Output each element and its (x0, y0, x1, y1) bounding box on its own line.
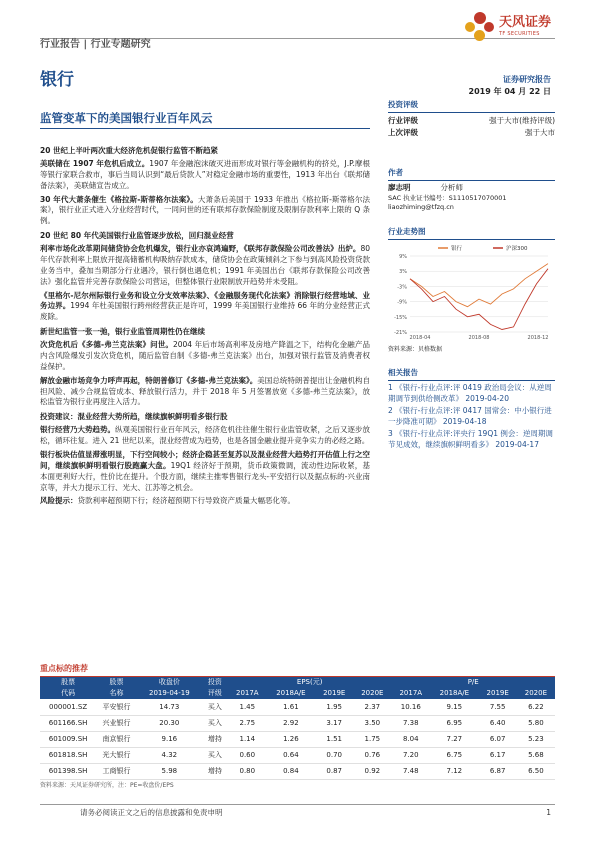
table-cell: 5.80 (517, 715, 555, 731)
table-cell: 6.40 (479, 715, 517, 731)
section-heading: 20 世纪 80 年代美国银行业监管逐步放松，回归混业经营 (40, 231, 234, 241)
body-paragraph (40, 244, 370, 288)
table-cell: 601398.SH (40, 763, 96, 779)
x-tick-label: 2018-04 (409, 334, 431, 341)
table-cell: 601818.SH (40, 747, 96, 763)
doc-type: 行业报告 | 行业专题研究 (40, 39, 151, 50)
footer-rule (40, 804, 555, 805)
body-paragraph (40, 291, 370, 324)
table-cell: 20.30 (137, 715, 202, 731)
section-heading: 20 世纪上半叶两次重大经济危机促银行监管不断趋紧 (40, 146, 219, 155)
table-cell: 买入 (202, 747, 228, 763)
author-role: 分析师 (440, 183, 463, 192)
table-cell: 增持 (202, 731, 228, 747)
title-rule (40, 128, 370, 129)
table-cell: 0.84 (267, 763, 316, 779)
table-cell: 10.16 (391, 699, 430, 715)
report-date: 2019 年 04 月 22 日 (468, 87, 551, 96)
table-cell: 7.12 (430, 763, 479, 779)
table-note: 资料来源：天风证券研究所，注：PE=收盘价/EPS (40, 782, 174, 789)
table-cell: 7.20 (391, 747, 430, 763)
table-cell: 1.61 (267, 699, 316, 715)
table-cell: 1.95 (315, 699, 353, 715)
trend-chart (388, 242, 555, 342)
sidebar (388, 100, 555, 451)
table-cell: 6.95 (430, 715, 479, 731)
x-tick-label: 2018-12 (527, 334, 549, 341)
paragraph-lead: 30 年代大萧条催生《格拉斯-斯蒂格尔法案》。 (40, 194, 198, 204)
paragraph-text: 1907 年金融泡沫破灭进而形成对银行等金融机构的挤兑，J.P.摩根等银行家联合救市，事后当局认识到“最后贷款人”对稳定金融市场的重要性，1913 年出台《联邦储备法案》，美联储宣告成立。 (40, 158, 370, 190)
paragraph-text: 80 年代存款利率上限放开提高储蓄机构吸纳存款成本，储贷协会在政策倾斜之下参与到高风险投资贷款业务当中，叠加当期部分行业遇冷，银行倒也遇危机；1991 年美国出台《联邦存款保险公司改善法》强化监管并完善存款保险公司营运，但整体银行业限制放开趋势并未受阻。 (40, 244, 370, 286)
trend-heading: 行业走势图 (388, 227, 555, 240)
body-paragraph (40, 340, 370, 373)
table-cell: 4.32 (137, 747, 202, 763)
sector-title: 银行 (40, 70, 74, 90)
table-cell: 7.55 (479, 699, 517, 715)
table-cell: 7.48 (391, 763, 430, 779)
table-cell: 9.16 (137, 731, 202, 747)
table-cell: 买入 (202, 699, 228, 715)
table-group-row (40, 677, 555, 688)
x-tick-label: 2018-08 (468, 334, 490, 341)
paragraph-lead: 《里格尔-尼尔州际银行业务和设立分支效率法案》、《金融服务现代化法案》消除银行经营地域、业务边界。 (40, 290, 370, 311)
table-cell: 2.37 (353, 699, 391, 715)
table-cell: 1.45 (228, 699, 267, 715)
legend-label-1: 沪深300 (506, 245, 528, 252)
table-cell: 2.92 (267, 715, 316, 731)
table-cell: 增持 (202, 763, 228, 779)
table-cell: 工商银行 (96, 763, 137, 779)
table-cell: 0.70 (315, 747, 353, 763)
legend-label-0: 银行 (451, 245, 463, 252)
rating-value: 强于大市 (525, 127, 555, 137)
paragraph-lead: 美联储在 1907 年危机后成立。 (40, 158, 150, 168)
trend-source: 资料来源：贝格数据 (388, 345, 443, 353)
table-cell: 2.75 (228, 715, 267, 731)
rating-key: 上次评级 (388, 127, 418, 137)
y-tick-label: -21% (394, 329, 407, 336)
body-paragraph (40, 496, 370, 507)
table-cell: 1.75 (353, 731, 391, 747)
table-column-header: 2019E (479, 688, 517, 699)
table-cell: 601166.SH (40, 715, 96, 731)
rating-value: 强于大市(维持评级) (489, 115, 555, 125)
table-cell: 5.23 (517, 731, 555, 747)
paragraph-lead: 银行经营乃大势趋势。 (40, 425, 115, 435)
ratings (388, 115, 555, 138)
section-heading: 投资建议：混业经营大势所趋，继续旗帜鲜明看多银行股 (40, 412, 228, 422)
table-column-header: 2017A (228, 688, 267, 699)
table-column-header: 2020E (517, 688, 555, 699)
table-cell: 601009.SH (40, 731, 96, 747)
author-cert: SAC 执业证书编号：S1110517070001 (388, 193, 507, 202)
logo (465, 12, 551, 42)
table-column-header: 2018A/E (430, 688, 479, 699)
rating-key: 行业评级 (388, 115, 418, 125)
table-row (40, 731, 555, 747)
table-group-header: 股票 (96, 677, 137, 688)
trend-chart-svg (388, 242, 555, 342)
table-cell: 平安银行 (96, 699, 137, 715)
table-body (40, 699, 555, 779)
author-heading: 作者 (388, 168, 555, 181)
table-row (40, 763, 555, 779)
table-cell: 6.07 (479, 731, 517, 747)
paragraph-text: 2004 年后市场高利率及房地产降温之下，结构化金融产品内含风险爆发引发次贷危机，随后监管自制《多德-弗兰克法案》出台，加强对银行监管及消费者权益保护。 (40, 340, 370, 371)
report-title: 监管变革下的美国银行业百年风云 (40, 111, 213, 125)
related-report-link[interactable]: 1 《银行-行业点评:评 0419 政治局会议：从逆周期调节到供给侧改革》 2019-04-20 (388, 383, 552, 404)
paragraph-lead: 解放金融市场竞争力呼声再起，特朗普修订《多德-弗兰克法案》。 (40, 375, 258, 385)
table-cell: 000001.SZ (40, 699, 96, 715)
table-column-header: 2020E (353, 688, 391, 699)
paragraph-text: 1994 年杜美国银行跨州经营获正是许可，1999 年美国银行业维持 66 年的分业经营正式废除。 (40, 301, 370, 322)
table-cell: 5.98 (137, 763, 202, 779)
table-cell: 5.68 (517, 747, 555, 763)
table-column-header: 2019E (315, 688, 353, 699)
related-report-link[interactable]: 2 《银行-行业点评:评 0417 国常会：中小银行进一步降准可期》 2019-04-18 (388, 405, 552, 426)
table-cell: 0.64 (267, 747, 316, 763)
table-cell: 0.60 (228, 747, 267, 763)
table-cell: 0.80 (228, 763, 267, 779)
table-cell: 3.50 (353, 715, 391, 731)
table-cell: 9.15 (430, 699, 479, 715)
table-cell: 6.22 (517, 699, 555, 715)
paragraph-lead: 银行板块估值显滞涨明显，下行空间较小；经济企稳甚至复苏以及混业经营大趋势打开估值上行之空间，继续旗帜鲜明看银行股跑赢大盘。 (40, 449, 370, 470)
table-column-header: 2019-04-19 (137, 688, 202, 699)
body-paragraph (40, 159, 370, 192)
paragraph-text: 贷款利率超预期下行；经济超预期下行导致资产质量大幅恶化等。 (77, 496, 295, 506)
rating-row (388, 127, 555, 139)
table-cell: 1.14 (228, 731, 267, 747)
author-email[interactable]: liaozhiming@tfzq.cn (388, 203, 454, 212)
author-line (388, 183, 555, 194)
table-cell: 光大银行 (96, 747, 137, 763)
body-paragraph (40, 195, 370, 228)
y-tick-label: 9% (399, 253, 407, 260)
table-group-header: 股票 (40, 677, 96, 688)
paragraph-lead: 次贷危机后《多德-弗兰克法案》问世。 (40, 340, 173, 349)
y-tick-label: 3% (399, 268, 407, 275)
table-cell: 8.04 (391, 731, 430, 747)
body-paragraph (40, 450, 370, 494)
table-group-header: EPS(元) (228, 677, 391, 688)
paragraph-lead: 风险提示： (40, 496, 78, 506)
table-column-header: 评级 (202, 688, 228, 699)
related-list (388, 383, 555, 450)
table-cell: 1.26 (267, 731, 316, 747)
main-body (40, 142, 370, 510)
body-paragraph (40, 376, 370, 409)
table-column-header: 代码 (40, 688, 96, 699)
table-cell: 6.87 (479, 763, 517, 779)
report-label: 证券研究报告 (503, 75, 551, 84)
author-name: 廖志明 (388, 183, 411, 192)
table-column-header: 2018A/E (267, 688, 316, 699)
table-cell: 6.50 (517, 763, 555, 779)
paragraph-text: 19Q1 经济好于预期，货币政策微调，流动性边际收紧，基本面更利好大行，性价比在提升。个股方面，继续主推零售银行龙头-平安招行以及据点标的-兴业南京等，并大力提示工行、光大、江苏等之机会。 (40, 460, 370, 492)
table-row (40, 715, 555, 731)
table-cell: 6.17 (479, 747, 517, 763)
table-cell: 6.75 (430, 747, 479, 763)
table-row (40, 699, 555, 715)
table-group-header: 收盘价 (137, 677, 202, 688)
table-cell: 3.17 (315, 715, 353, 731)
paragraph-text: 美国总统特朗普提出让金融机构自担风险、减少合规监管成本、释放银行活力，并于 2018 年 5 月签署放宽《多德-弗兰克法案》，放松监管为银行业再度注入活力。 (40, 375, 370, 407)
y-tick-label: -9% (397, 299, 407, 306)
table-cell: 0.92 (353, 763, 391, 779)
footer-note: 请务必阅读正文之后的信息披露和免责申明 (80, 808, 223, 817)
paragraph-text: 大萧条后美国于 1933 年推出《格拉斯-斯蒂格尔法案》，银行业正式进入分业经营时代，一同问世的还有联邦存款保险制度及限制存款利率上限的 Q 条例。 (40, 194, 370, 226)
table-cell: 0.87 (315, 763, 353, 779)
table-row (40, 747, 555, 763)
rating-row (388, 115, 555, 127)
table-cell: 14.73 (137, 699, 202, 715)
paragraph-lead: 利率市场化改革期间储贷协会危机爆发，银行业亦哀鸿遍野，《联邦存款保险公司改善法》出炉。 (40, 244, 361, 253)
stock-table (40, 677, 555, 780)
table-cell: 7.38 (391, 715, 430, 731)
table-title: 重点标的推荐 (40, 663, 555, 677)
y-tick-label: -15% (394, 314, 407, 321)
logo-name: 天风证券 (498, 15, 551, 31)
logo-en: TF SECURITIES (498, 30, 540, 37)
table-column-header: 2017A (391, 688, 430, 699)
table-cell: 南京银行 (96, 731, 137, 747)
table-group-header: P/E (391, 677, 555, 688)
table-header-row (40, 688, 555, 699)
table-cell: 0.76 (353, 747, 391, 763)
table-cell: 1.51 (315, 731, 353, 747)
section-heading: 新世纪监管一张一弛，银行业监管周期性仍在继续 (40, 327, 205, 337)
rating-heading: 投资评级 (388, 100, 555, 113)
page-number: 1 (546, 808, 551, 817)
y-tick-label: -3% (397, 283, 407, 290)
related-report-link[interactable]: 3 《银行-行业点评:评央行 19Q1 例会：逆周期调节见成效，继续旗帜鲜明看多》 2019-04-17 (388, 428, 553, 449)
table-column-header: 名称 (96, 688, 137, 699)
paragraph-text: 纵观美国银行业百年风云，经济危机往往催生银行业监管收紧，之后又逐步放松，循环往复。进入 21 世纪以来，混业经营成为趋势，也是各国金融业提升竞争实力的必经之路。 (40, 425, 370, 445)
table-cell: 7.27 (430, 731, 479, 747)
table-cell: 兴业银行 (96, 715, 137, 731)
body-paragraph (40, 425, 370, 447)
table-cell: 买入 (202, 715, 228, 731)
table-group-header: 投资 (202, 677, 228, 688)
related-heading: 相关报告 (388, 368, 555, 381)
logo-mark-icon (465, 12, 495, 42)
